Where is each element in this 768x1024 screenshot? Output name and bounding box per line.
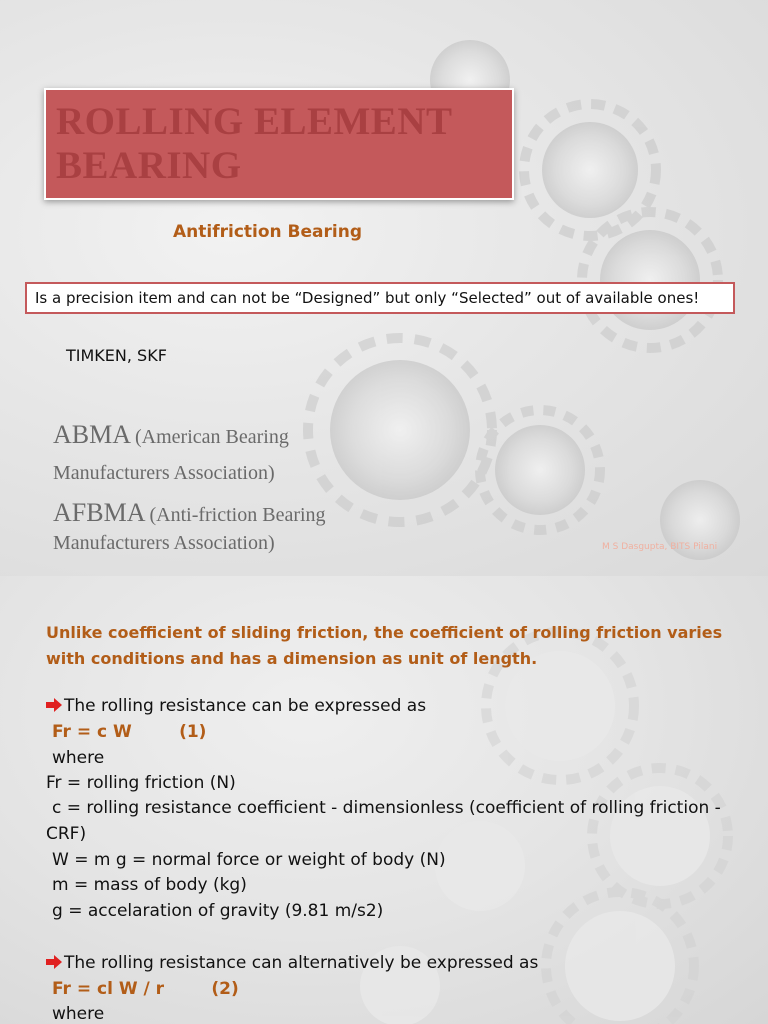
abma-abbr: ABMA — [53, 420, 132, 449]
abma-block — [53, 418, 373, 492]
brands-text: TIMKEN, SKF — [66, 346, 167, 365]
afbma-full-1: (Anti-friction Bearing — [149, 504, 326, 526]
slide-subtitle: Antifriction Bearing — [173, 222, 362, 242]
equation-2: Fr = cl W / r (2) — [52, 979, 239, 999]
where-1: where — [52, 748, 105, 768]
definition-fr: Fr = rolling friction (N) — [46, 773, 236, 793]
definition-c-cont: CRF) — [46, 824, 87, 844]
title-box — [44, 88, 514, 200]
bullet-line-2 — [46, 953, 538, 973]
line-2-text: The rolling resistance can alternatively be expressed as — [64, 953, 539, 973]
where-2: where — [52, 1004, 105, 1024]
slide-2-heading: Unlike coefficient of sliding friction, the coefficient of rolling friction varies with conditions and has a dimension as unit of length. — [46, 623, 723, 668]
definition-g: g = accelaration of gravity (9.81 m/s2) — [52, 901, 384, 921]
note-box — [25, 282, 735, 314]
afbma-block — [53, 499, 373, 558]
afbma-full-2: Manufacturers Association) — [53, 532, 275, 554]
red-arrow-icon — [46, 955, 62, 969]
note-text: Is a precision item and can not be “Designed” but only “Selected” out of available ones! — [35, 289, 700, 307]
red-arrow-icon — [46, 698, 62, 712]
afbma-abbr: AFBMA — [53, 498, 146, 527]
definition-w: W = m g = normal force or weight of body (N) — [52, 850, 446, 870]
abma-full-2: Manufacturers Association) — [53, 462, 275, 484]
watermark: M S Dasgupta, BITS Pilani — [602, 542, 718, 552]
definition-c: c = rolling resistance coefficient - dimensionless (coefficient of rolling friction - — [52, 798, 721, 818]
abma-full-1: (American Bearing — [135, 426, 289, 448]
slide-2 — [0, 576, 768, 1024]
bullet-line-1 — [46, 696, 426, 716]
line-1-text: The rolling resistance can be expressed as — [64, 696, 427, 716]
equation-1: Fr = c W (1) — [52, 722, 207, 742]
slide-title: ROLLING ELEMENT BEARING — [56, 100, 452, 187]
definition-m: m = mass of body (kg) — [52, 875, 247, 895]
